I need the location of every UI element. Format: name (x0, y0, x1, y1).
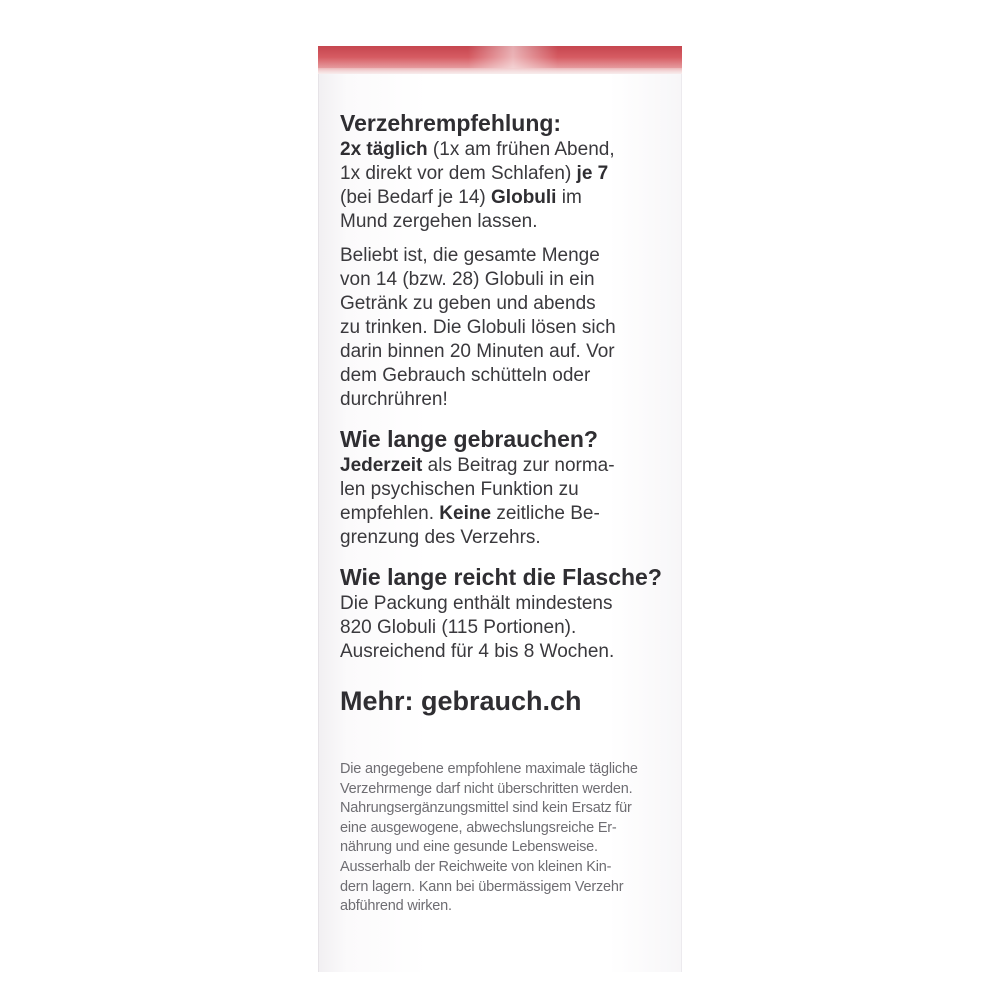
text-segment: (1x am frühen Abend, (427, 139, 615, 160)
flap-edge (318, 68, 682, 74)
text-line: 820 Globuli (115 Portionen). (340, 617, 577, 638)
text-segment: zeitliche Be- (491, 503, 600, 524)
text-line: Beliebt ist, die gesamte Menge (340, 245, 600, 266)
text-line: durchrühren! (340, 389, 448, 410)
duration-heading: Wie lange gebrauchen? (340, 426, 598, 452)
text-line (340, 210, 682, 234)
dosage-tip (340, 244, 682, 412)
text-segment: Mund zergehen lassen. (340, 211, 538, 232)
bottle-heading: Wie lange reicht die Flasche? (340, 564, 662, 590)
text-line: abführend wirken. (340, 898, 452, 915)
text-line (340, 502, 682, 526)
background-left (0, 0, 318, 1000)
bold-text: Globuli (491, 187, 557, 208)
text-line (340, 454, 682, 478)
bold-text: Keine (439, 503, 492, 524)
text-line (340, 526, 682, 550)
text-line: Die Packung enthält mindestens (340, 593, 613, 614)
dosage-heading: Verzehrempfehlung: (340, 110, 562, 136)
text-line (340, 186, 682, 210)
text-segment: (bei Bedarf je 14) (340, 187, 492, 208)
text-segment: empfehlen. (340, 503, 440, 524)
text-line: dem Gebrauch schütteln oder (340, 365, 591, 386)
text-line (340, 478, 682, 502)
text-line: von 14 (bzw. 28) Globuli in ein (340, 269, 595, 290)
website-link: Mehr: gebrauch.ch (340, 686, 582, 716)
text-line: zu trinken. Die Globuli lösen sich (340, 317, 616, 338)
box-text-content (340, 108, 682, 917)
bottle-text (340, 592, 682, 664)
text-segment: len psychischen Funktion zu (340, 479, 579, 500)
text-line: Ausreichend für 4 bis 8 Wochen. (340, 641, 615, 662)
background-right (682, 0, 1000, 1000)
text-line: Nahrungsergänzungsmittel sind kein Ersatz für (340, 800, 632, 817)
text-line: Verzehrmenge darf nicht überschritten werden. (340, 780, 633, 797)
text-segment: 1x direkt vor dem Schlafen) (340, 163, 577, 184)
text-line: Ausserhalb der Reichweite von kleinen Kin- (340, 858, 612, 875)
text-segment: als Beitrag zur norma- (422, 455, 615, 476)
text-line: nährung und eine gesunde Lebensweise. (340, 839, 598, 856)
bold-text: Jederzeit (340, 455, 423, 476)
text-line (340, 138, 682, 162)
box-top-flap (318, 46, 682, 74)
text-line: Die angegebene empfohlene maximale tägliche (340, 761, 638, 777)
text-line: Getränk zu geben und abends (340, 293, 596, 314)
text-line: darin binnen 20 Minuten auf. Vor (340, 341, 615, 362)
text-segment: grenzung des Verzehrs. (340, 527, 541, 548)
bold-text: 2x täglich (340, 139, 428, 160)
legal-disclaimer (340, 760, 682, 917)
text-line: dern lagern. Kann bei übermässigem Verzehr (340, 878, 624, 895)
text-line: eine ausgewogene, abwechslungsreiche Er- (340, 819, 617, 836)
text-line (340, 162, 682, 186)
dosage-instructions (340, 138, 682, 234)
bold-text: je 7 (576, 163, 609, 184)
duration-text (340, 454, 682, 550)
text-segment: im (556, 187, 582, 208)
